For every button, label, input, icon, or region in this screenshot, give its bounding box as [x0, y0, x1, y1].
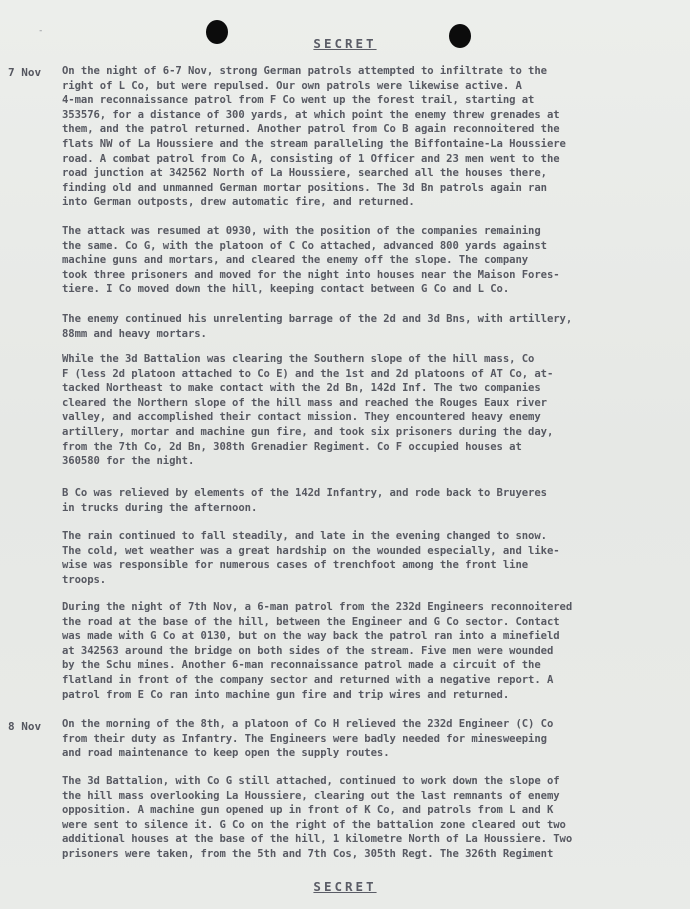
text-line: the hill mass overlooking La Houssiere, clearing out the last remnants of enemy — [62, 789, 560, 802]
paragraph — [62, 64, 658, 210]
text-line: right of L Co, but were repulsed. Our own patrols were likewise active. A — [62, 79, 522, 92]
paragraph — [62, 600, 658, 702]
text-line: During the night of 7th Nov, a 6-man patrol from the 232d Engineers reconnoitered — [62, 601, 573, 613]
text-line: 353576, for a distance of 300 yards, at which point the enemy threw grenades at — [62, 108, 560, 121]
paragraph — [62, 774, 658, 862]
paragraph — [62, 529, 658, 587]
entry-date: 7 Nov — [8, 66, 42, 79]
text-line: 4-man reconnaissance patrol from F Co went up the forest trail, starting at — [62, 94, 535, 107]
paragraph — [62, 312, 658, 341]
text-line: patrol from E Co ran into machine gun fire and trip wires and returned. — [62, 688, 510, 701]
corner-mark: - — [38, 26, 44, 36]
footer-classification: SECRET — [313, 879, 377, 894]
text-line: 88mm and heavy mortars. — [62, 327, 207, 340]
text-line: road. A combat patrol from Co A, consisting of 1 Officer and 23 men went to the — [62, 152, 560, 165]
text-line: B Co was relieved by elements of the 142d Infantry, and rode back to Bruyeres — [62, 487, 547, 499]
text-line: took three prisoners and moved for the night into houses near the Maison Fores- — [62, 268, 560, 281]
text-line: road junction at 342562 North of La Houssiere, searched all the houses there, — [62, 167, 547, 180]
text-line: the road at the base of the hill, between the Engineer and G Co sector. Contact — [62, 615, 560, 628]
text-line: The attack was resumed at 0930, with the position of the companies remaining — [62, 225, 541, 237]
entry-date: 8 Nov — [8, 720, 42, 733]
text-line: While the 3d Battalion was clearing the Southern slope of the hill mass, Co — [62, 353, 535, 365]
text-line: tiere. I Co moved down the hill, keeping contact between G Co and L Co. — [62, 283, 510, 296]
text-line: The cold, wet weather was a great hardship on the wounded especially, and like- — [62, 544, 560, 557]
text-line: prisoners were taken, from the 5th and 7th Cos, 305th Regt. The 326th Regiment — [62, 847, 554, 860]
paragraph — [62, 224, 658, 297]
text-line: were sent to silence it. G Co on the right of the battalion zone cleared out two — [62, 818, 566, 831]
text-line: 360580 for the night. — [62, 455, 195, 468]
text-line: The rain continued to fall steadily, and late in the evening changed to snow. — [62, 530, 547, 542]
text-line: and road maintenance to keep open the supply routes. — [62, 747, 390, 760]
text-line: by the Schu mines. Another 6-man reconnaissance patrol made a circuit of the — [62, 659, 541, 672]
text-line: The enemy continued his unrelenting barrage of the 2d and 3d Bns, with artillery, — [62, 313, 573, 325]
paragraph — [62, 717, 658, 761]
text-line: machine guns and mortars, and cleared the enemy off the slope. The company — [62, 254, 529, 267]
text-line: at 342563 around the bridge on both sides of the stream. Five men were wounded — [62, 644, 554, 657]
text-line: valley, and accomplished their contact mission. They encountered heavy enemy — [62, 411, 541, 424]
text-line: them, and the patrol returned. Another patrol from Co B again reconnoitered the — [62, 123, 560, 136]
text-line: finding old and unmanned German mortar positions. The 3d Bn patrols again ran — [62, 181, 547, 194]
text-line: the same. Co G, with the platoon of C Co attached, advanced 800 yards against — [62, 239, 547, 252]
text-line: troops. — [62, 573, 107, 586]
text-line: artillery, mortar and machine gun fire, and took six prisoners during the day, — [62, 425, 554, 438]
text-line: flatland in front of the company sector and returned with a negative report. A — [62, 673, 554, 686]
text-line: flats NW of La Houssiere and the stream paralleling the Biffontaine-La Houssiere — [62, 137, 566, 150]
text-line: into German outposts, drew automatic fire, and returned. — [62, 196, 415, 209]
text-line: from their duty as Infantry. The Engineers were badly needed for minesweeping — [62, 732, 547, 745]
text-line: On the night of 6-7 Nov, strong German patrols attempted to infiltrate to the — [62, 65, 547, 77]
text-line: cleared the Northern slope of the hill mass and reached the Rouges Eaux river — [62, 396, 547, 409]
text-line: tacked Northeast to make contact with the 2d Bn, 142d Inf. The two companies — [62, 382, 541, 395]
text-line: in trucks during the afternoon. — [62, 501, 258, 514]
text-line: additional houses at the base of the hill, 1 kilometre North of La Houssiere. Two — [62, 833, 573, 846]
text-line: opposition. A machine gun opened up in front of K Co, and patrols from L and K — [62, 804, 554, 817]
paragraph — [62, 352, 658, 469]
header-classification: SECRET — [313, 36, 377, 51]
text-line: On the morning of the 8th, a platoon of Co H relieved the 232d Engineer (C) Co — [62, 718, 554, 730]
paragraph — [62, 486, 658, 515]
text-line: F (less 2d platoon attached to Co E) and the 1st and 2d platoons of AT Co, at- — [62, 367, 554, 380]
text-line: from the 7th Co, 2d Bn, 308th Grenadier Regiment. Co F occupied houses at — [62, 440, 522, 453]
text-line: The 3d Battalion, with Co G still attached, continued to work down the slope of — [62, 775, 560, 787]
text-line: wise was responsible for numerous cases of trenchfoot among the front line — [62, 559, 529, 572]
text-line: was made with G Co at 0130, but on the way back the patrol ran into a minefield — [62, 630, 560, 643]
